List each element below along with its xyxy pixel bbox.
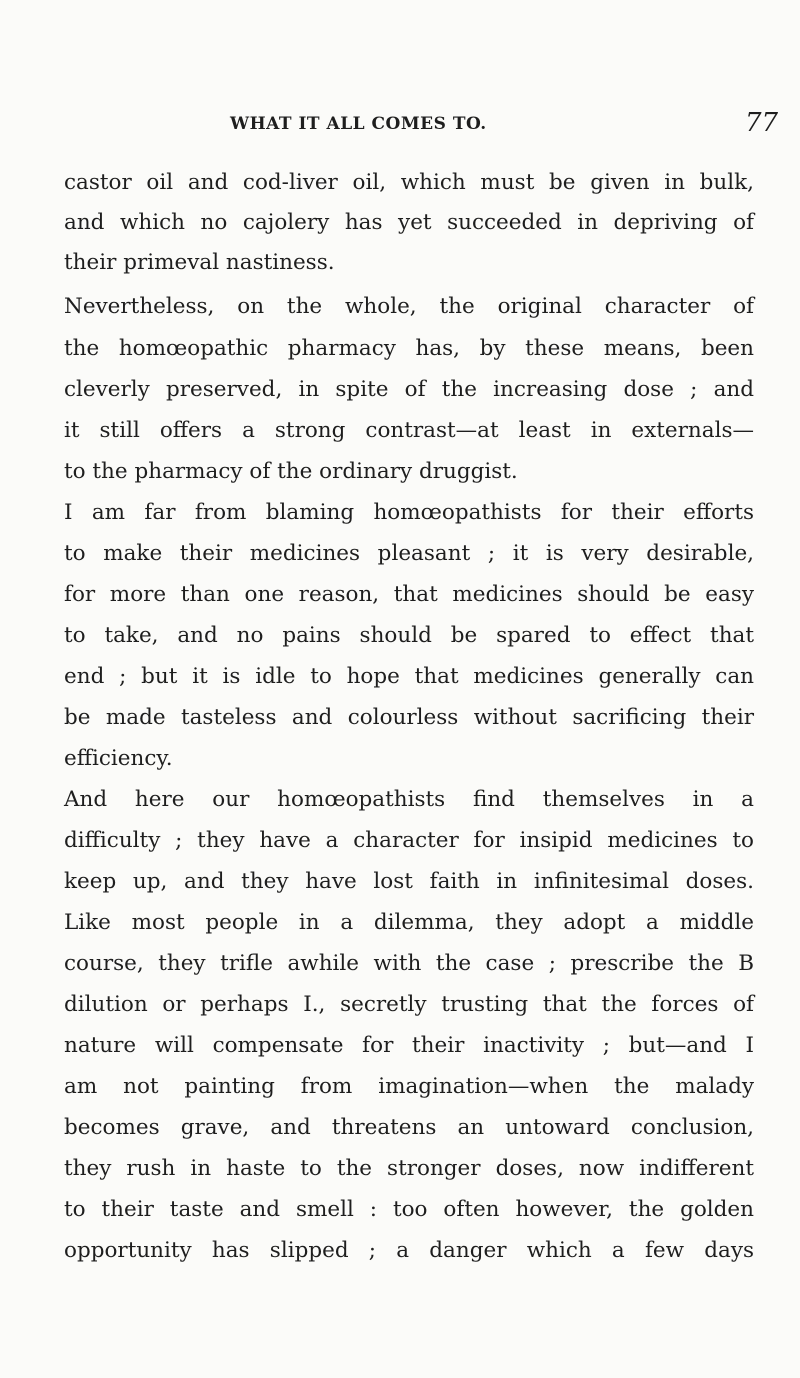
text-line: nature will compensate for their inactivity ; but—and I [64, 1033, 754, 1058]
text-line: for more than one reason, that medicines should be easy [64, 582, 754, 607]
page-number: 77 [745, 108, 779, 138]
text-line: to make their medicines pleasant ; it is very desirable, [64, 541, 754, 566]
text-line: to the pharmacy of the ordinary druggist. [64, 459, 518, 484]
running-head [0, 108, 800, 144]
text-line: dilution or perhaps I., secretly trusting that the forces of [64, 992, 754, 1017]
text-line: opportunity has slipped ; a danger which a few days [64, 1238, 754, 1263]
text-line: difficulty ; they have a character for insipid medicines to [64, 828, 754, 853]
text-line: I am far from blaming homœopathists for their efforts [64, 500, 754, 525]
text-line: efficiency. [64, 746, 173, 771]
text-line: it still offers a strong contrast—at least in externals— [64, 418, 754, 443]
text-line: Like most people in a dilemma, they adopt a middle [64, 910, 754, 935]
text-line: castor oil and cod-liver oil, which must be given in bulk, [64, 170, 754, 195]
text-line: be made tasteless and colourless without sacrificing their [64, 705, 754, 730]
text-line: keep up, and they have lost faith in infinitesimal doses. [64, 869, 754, 894]
text-line: becomes grave, and threatens an untoward conclusion, [64, 1115, 754, 1140]
text-line: am not painting from imagination—when the malady [64, 1074, 754, 1099]
text-line: course, they trifle awhile with the case ; prescribe the B [64, 951, 754, 976]
text-line: end ; but it is idle to hope that medicines generally can [64, 664, 754, 689]
text-line: Nevertheless, on the whole, the original character of [64, 294, 754, 319]
text-line: to take, and no pains should be spared to effect that [64, 623, 754, 648]
text-line: to their taste and smell : too often however, the golden [64, 1197, 754, 1222]
text-line: And here our homœopathists find themselves in a [64, 787, 754, 812]
text-line: they rush in haste to the stronger doses, now indifferent [64, 1156, 754, 1181]
text-line: their primeval nastiness. [64, 250, 335, 275]
text-line: cleverly preserved, in spite of the increasing dose ; and [64, 377, 754, 402]
running-head-title: WHAT IT ALL COMES TO. [230, 114, 487, 134]
text-line: and which no cajolery has yet succeeded in depriving of [64, 210, 754, 235]
text-line: the homœopathic pharmacy has, by these means, been [64, 336, 754, 361]
